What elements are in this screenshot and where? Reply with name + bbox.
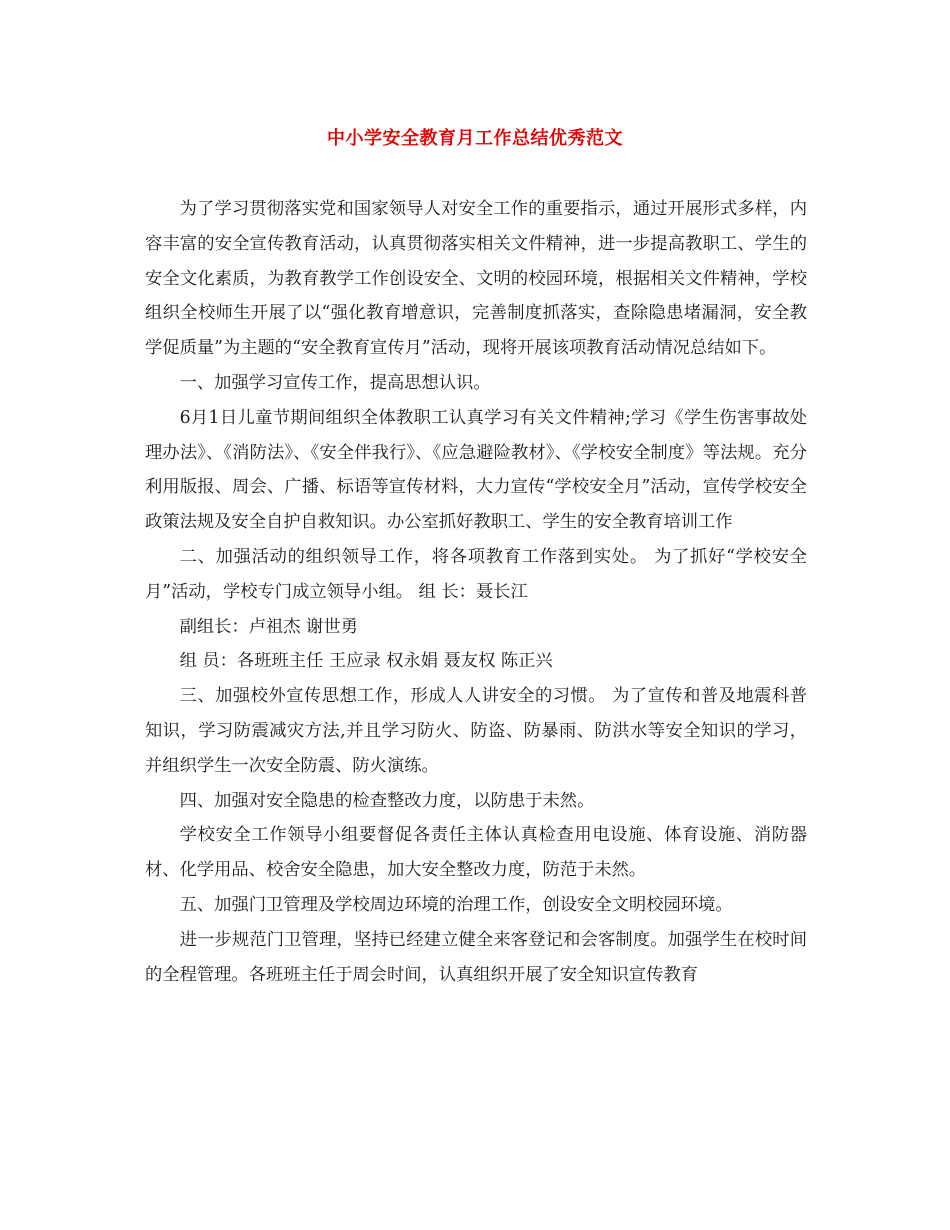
paragraph-section-4-heading: 四、加强对安全隐患的检查整改力度，以防患于未然。 — [179, 790, 595, 811]
document-body — [145, 192, 807, 992]
paragraph-group-members: 组 员：各班班主任 王应录 权永娟 聂友权 陈正兴 — [179, 651, 553, 672]
paragraph-section-5-heading: 五、加强门卫管理及学校周边环境的治理工作，创设安全文明校园环境。 — [179, 894, 733, 915]
paragraph-section-5-body: 进一步规范门卫管理，坚持已经建立健全来客登记和会客制度。加强学生在校时间的全程管理。各班班主任于周会时间，认真组织开展了安全知识宣传教育 — [145, 929, 807, 985]
document-title: 中小学安全教育月工作总结优秀范文 — [327, 128, 623, 149]
paragraph-intro: 为了学习贯彻落实党和国家领导人对安全工作的重要指示，通过开展形式多样，内容丰富的安全宣传教育活动，认真贯彻落实相关文件精神，进一步提高教职工、学生的安全文化素质，为教育教学工作创设安全、文明的校园环境，根据相关文件精神，学校组织全校师生开展了以“强化教育增意识，完善制度抓落实，查除隐患堵漏洞，安全教学促质量”为主题的“安全教育宣传月”活动，现将开展该项教育活动情况总结如下。 — [145, 199, 807, 359]
paragraph-section-4-body: 学校安全工作领导小组要督促各责任主体认真检查用电设施、体育设施、消防器材、化学用品、校舍安全隐患，加大安全整改力度，防范于未然。 — [145, 825, 807, 881]
paragraph-section-3: 三、加强校外宣传思想工作，形成人人讲安全的习惯。 为了宣传和普及地震科普知识，学习防震减灾方法,并且学习防火、防盗、防暴雨、防洪水等安全知识的学习，并组织学生一次安全防震、防火演练。 — [145, 686, 807, 776]
paragraph-section-2-heading: 二、加强活动的组织领导工作，将各项教育工作落到实处。 为了抓好“学校安全月”活动，学校专门成立领导小组。 组 长：聂长江 — [145, 546, 807, 602]
paragraph-deputy-leaders: 副组长：卢祖杰 谢世勇 — [179, 616, 358, 637]
paragraph-section-1-heading: 一、加强学习宣传工作，提高思想认识。 — [179, 372, 491, 393]
paragraph-section-1-body: 6月1日儿童节期间组织全体教职工认真学习有关文件精神;学习《学生伤害事故处理办法》、《消防法》、《安全伴我行》、《应急避险教材》、《学校安全制度》等法规。充分利用版报、周会、广播、标语等宣传材料，大力宣传“学校安全月”活动，宣传学校安全政策法规及安全自护自救知识。办公室抓好教职工、学生的安全教育培训工作 — [145, 407, 807, 533]
